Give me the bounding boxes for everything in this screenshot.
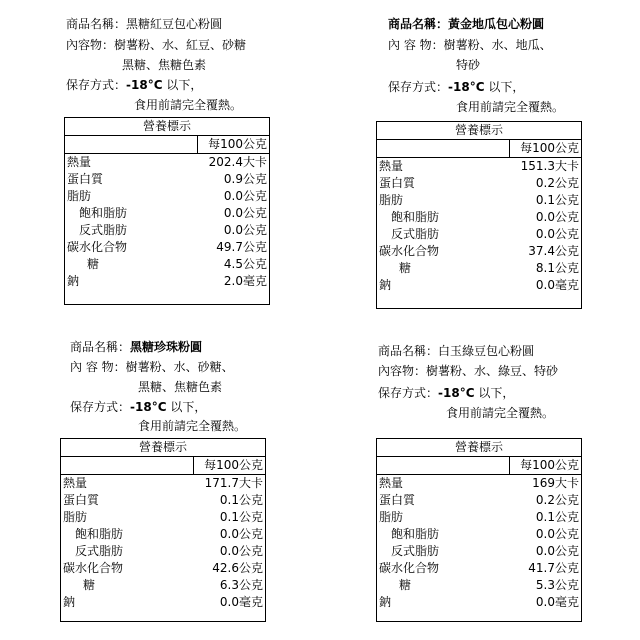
nutrient-name: 碳水化合物 xyxy=(63,561,124,575)
nutrient-name: 碳水化合物 xyxy=(67,240,128,254)
nutrition-per-serving: 每100公克 xyxy=(510,140,582,158)
nutrient-name: 脂肪 xyxy=(379,193,404,207)
product-name-label: 商品名稱： xyxy=(66,17,127,31)
ingredients-row xyxy=(66,38,246,52)
product-name-row xyxy=(388,17,544,31)
storage-row xyxy=(70,400,206,414)
ingredients-row xyxy=(388,38,552,52)
nutrient-name: 脂肪 xyxy=(67,189,92,203)
nutrition-title: 營養標示 xyxy=(377,122,581,140)
storage-temp: -18°C xyxy=(130,400,167,414)
nutrient-value: 0.0公克 xyxy=(223,206,267,220)
nutrient-value: 4.5公克 xyxy=(223,257,267,271)
nutrient-value: 0.1公克 xyxy=(535,193,579,207)
nutrient-name: 糖 xyxy=(399,578,412,592)
nutrient-value: 0.0公克 xyxy=(535,210,579,224)
nutrient-value: 0.1公克 xyxy=(219,510,263,524)
nutrient-name: 熱量 xyxy=(379,159,404,173)
product-name: 黑糖珍珠粉圓 xyxy=(130,340,203,354)
nutrient-value: 169大卡 xyxy=(532,476,579,490)
nutrient-value: 0.0公克 xyxy=(219,527,263,541)
ingredients-row xyxy=(378,364,558,378)
nutrient-name: 鈉 xyxy=(379,278,392,292)
nutrient-value: 42.6公克 xyxy=(212,561,263,575)
nutrient-value: 0.0公克 xyxy=(223,189,267,203)
nutrient-value: 0.2公克 xyxy=(535,176,579,190)
ingredients-label: 內 容 物： xyxy=(388,38,444,52)
ingredients-line-2: 黑糖、焦糖色素 xyxy=(122,58,207,72)
storage-label: 保存方式： xyxy=(388,80,449,94)
nutrient-value: 6.3公克 xyxy=(219,578,263,592)
nutrition-table xyxy=(377,439,581,611)
nutrient-name: 蛋白質 xyxy=(379,176,416,190)
nutrient-value: 0.0公克 xyxy=(535,544,579,558)
ingredients-row xyxy=(70,360,234,374)
nutrition-per-serving: 每100公克 xyxy=(198,136,270,154)
nutrient-value: 5.3公克 xyxy=(535,578,579,592)
storage-note: 食用前請完全覆熱。 xyxy=(446,406,555,420)
nutrient-value: 151.3大卡 xyxy=(520,159,579,173)
nutrient-name: 蛋白質 xyxy=(63,493,100,507)
nutrient-name: 脂肪 xyxy=(379,510,404,524)
nutrient-value: 0.0公克 xyxy=(535,227,579,241)
product-name-row xyxy=(70,340,202,354)
nutrition-title: 營養標示 xyxy=(377,439,581,457)
ingredients-line-1: 樹薯粉、水、紅豆、砂糖 xyxy=(114,38,247,52)
nutrition-per-serving: 每100公克 xyxy=(194,457,266,475)
storage-suffix: 以下， xyxy=(166,78,203,92)
nutrition-table xyxy=(377,122,581,294)
ingredients-line-1: 樹薯粉、水、砂糖、 xyxy=(125,360,234,374)
nutrient-value: 8.1公克 xyxy=(535,261,579,275)
nutrient-name: 飽和脂肪 xyxy=(75,527,124,541)
nutrient-name: 糖 xyxy=(83,578,96,592)
ingredients-line-2: 黑糖、焦糖色素 xyxy=(138,380,223,394)
ingredients-label: 內容物： xyxy=(66,38,115,52)
storage-note: 食用前請完全覆熱。 xyxy=(456,100,565,114)
nutrient-name: 碳水化合物 xyxy=(379,244,440,258)
nutrient-value: 202.4大卡 xyxy=(208,155,267,169)
product-name-label: 商品名稱： xyxy=(378,344,439,358)
nutrient-value: 0.0公克 xyxy=(535,527,579,541)
nutrient-name: 熱量 xyxy=(379,476,404,490)
storage-label: 保存方式： xyxy=(66,78,127,92)
storage-temp: -18°C xyxy=(126,78,163,92)
nutrient-name: 鈉 xyxy=(63,595,76,609)
storage-note: 食用前請完全覆熱。 xyxy=(138,419,247,433)
nutrient-value: 0.9公克 xyxy=(223,172,267,186)
nutrition-title: 營養標示 xyxy=(61,439,265,457)
nutrient-name: 鈉 xyxy=(379,595,392,609)
product-name: 黃金地瓜包心粉圓 xyxy=(448,17,545,31)
product-name-label: 商品名稱： xyxy=(70,340,131,354)
nutrient-value: 0.0公克 xyxy=(219,544,263,558)
storage-suffix: 以下， xyxy=(478,386,515,400)
nutrition-table xyxy=(61,439,265,611)
ingredients-line-1: 樹薯粉、水、綠豆、特砂 xyxy=(426,364,559,378)
nutrient-value: 0.0公克 xyxy=(223,223,267,237)
product-name-row xyxy=(378,344,534,358)
nutrition-title: 營養標示 xyxy=(65,118,269,136)
nutrient-value: 0.0毫克 xyxy=(535,595,579,609)
storage-temp: -18°C xyxy=(448,80,485,94)
nutrient-value: 0.0毫克 xyxy=(535,278,579,292)
nutrition-per-serving: 每100公克 xyxy=(510,457,582,475)
nutrient-name: 鈉 xyxy=(67,274,80,288)
nutrient-value: 171.7大卡 xyxy=(204,476,263,490)
ingredients-line-2: 特砂 xyxy=(456,58,481,72)
nutrient-name: 反式脂肪 xyxy=(391,544,440,558)
nutrient-value: 49.7公克 xyxy=(216,240,267,254)
nutrient-value: 0.1公克 xyxy=(219,493,263,507)
nutrient-name: 糖 xyxy=(399,261,412,275)
nutrient-name: 反式脂肪 xyxy=(75,544,124,558)
product-name: 白玉綠豆包心粉圓 xyxy=(438,344,535,358)
nutrient-value: 0.2公克 xyxy=(535,493,579,507)
storage-row xyxy=(66,78,202,92)
nutrient-name: 反式脂肪 xyxy=(79,223,128,237)
ingredients-label: 內 容 物： xyxy=(70,360,126,374)
nutrient-value: 37.4公克 xyxy=(528,244,579,258)
nutrient-value: 2.0毫克 xyxy=(223,274,267,288)
storage-row xyxy=(388,80,524,94)
product-name: 黑糖紅豆包心粉圓 xyxy=(126,17,223,31)
product-name-row xyxy=(66,17,222,31)
nutrient-name: 糖 xyxy=(87,257,100,271)
ingredients-line-1: 樹薯粉、水、地瓜、 xyxy=(443,38,552,52)
storage-label: 保存方式： xyxy=(70,400,131,414)
nutrient-name: 反式脂肪 xyxy=(391,227,440,241)
nutrient-name: 蛋白質 xyxy=(67,172,104,186)
nutrient-name: 飽和脂肪 xyxy=(79,206,128,220)
storage-row xyxy=(378,386,514,400)
nutrient-name: 飽和脂肪 xyxy=(391,210,440,224)
storage-suffix: 以下， xyxy=(170,400,207,414)
storage-temp: -18°C xyxy=(438,386,475,400)
nutrient-value: 0.0毫克 xyxy=(219,595,263,609)
nutrient-name: 熱量 xyxy=(63,476,88,490)
nutrition-table xyxy=(65,118,269,290)
storage-label: 保存方式： xyxy=(378,386,439,400)
nutrient-name: 蛋白質 xyxy=(379,493,416,507)
nutrient-value: 41.7公克 xyxy=(528,561,579,575)
nutrient-name: 脂肪 xyxy=(63,510,88,524)
nutrient-name: 碳水化合物 xyxy=(379,561,440,575)
storage-note: 食用前請完全覆熱。 xyxy=(134,98,243,112)
nutrient-value: 0.1公克 xyxy=(535,510,579,524)
product-name-label: 商品名稱： xyxy=(388,17,449,31)
nutrient-name: 熱量 xyxy=(67,155,92,169)
nutrient-name: 飽和脂肪 xyxy=(391,527,440,541)
ingredients-label: 內容物： xyxy=(378,364,427,378)
storage-suffix: 以下， xyxy=(488,80,525,94)
